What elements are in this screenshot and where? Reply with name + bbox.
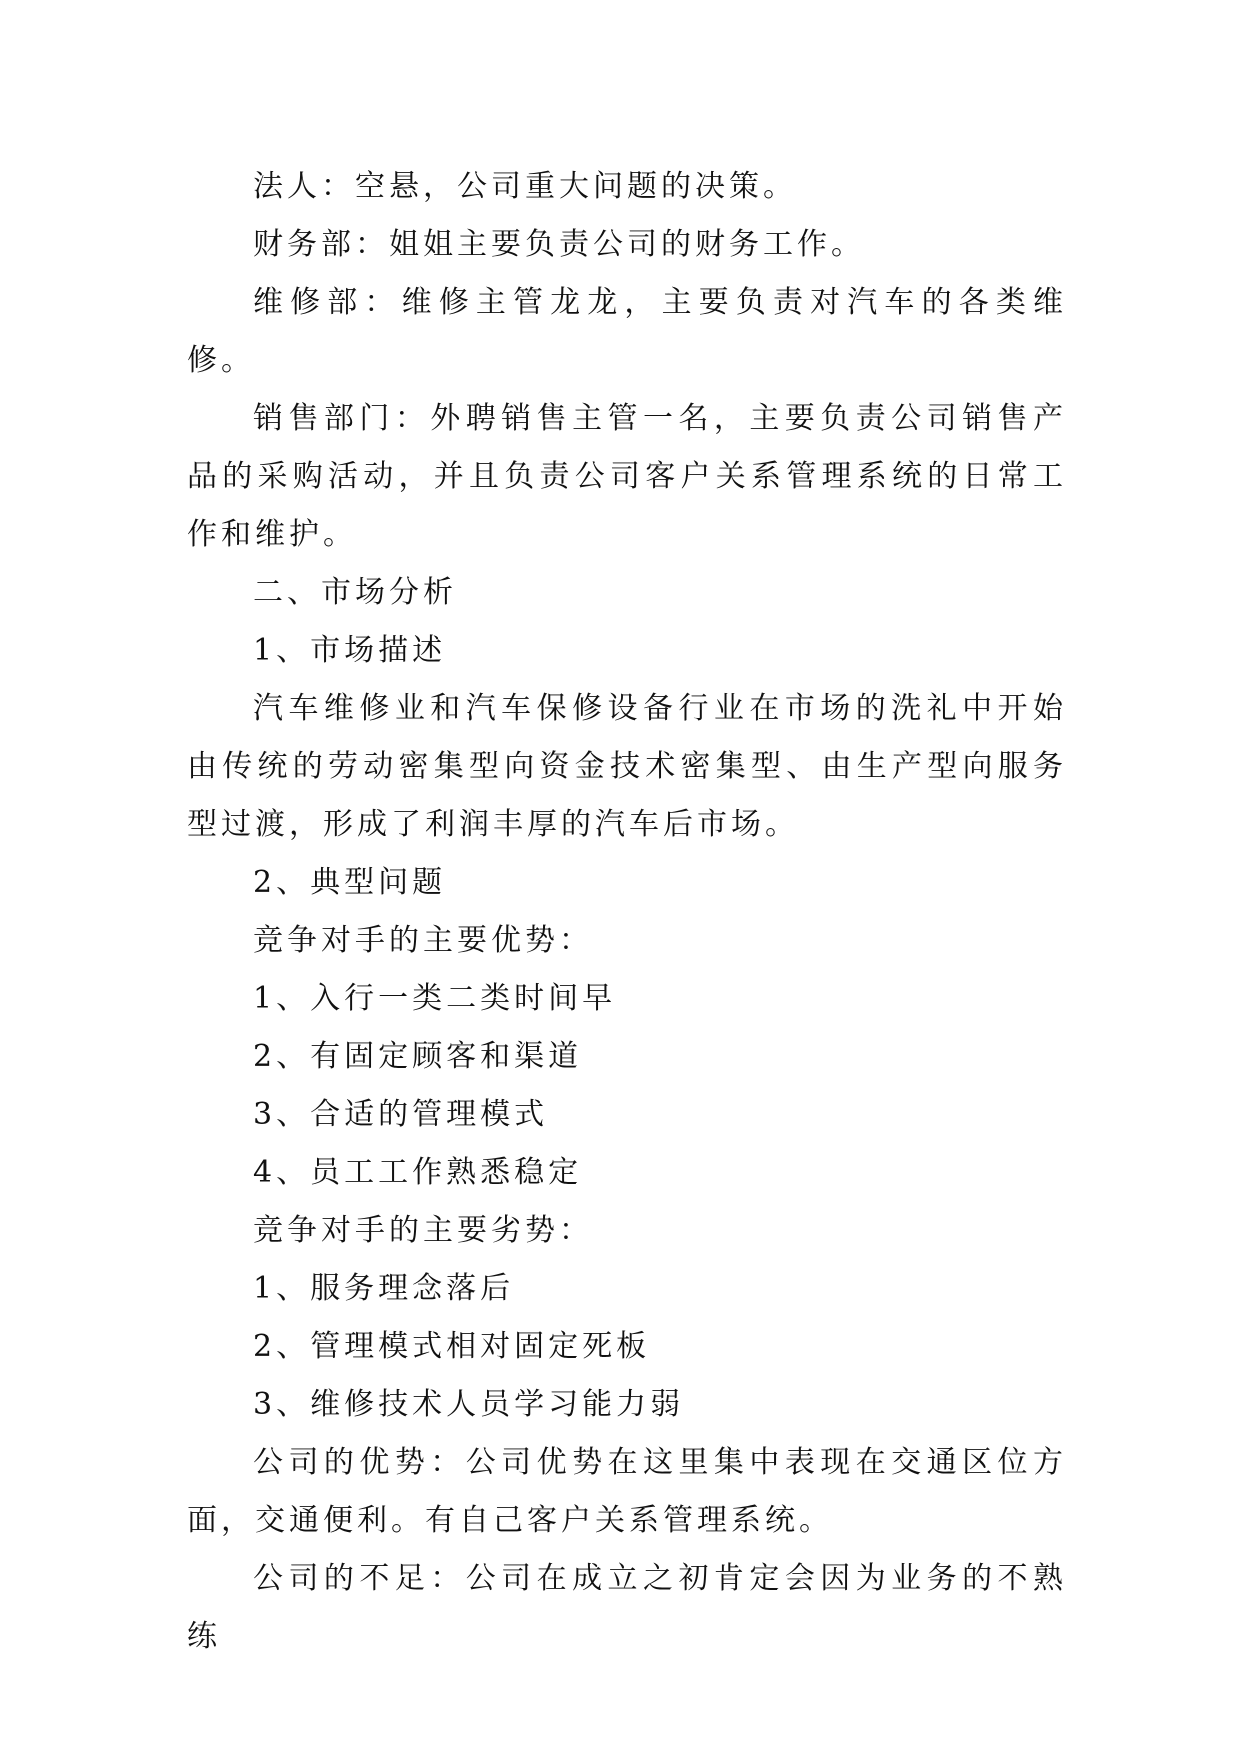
list-item-weakness-1: 1、服务理念落后 [253,1271,515,1306]
paragraph-company-strengths: 公司的优势：公司优势在这里集中表现在交通区位方面，交通便利。有自己客户关系管理系统。 [187,1445,1067,1538]
heading-competitor-strengths: 竞争对手的主要优势： [253,923,593,958]
heading-market-description: 1、市场描述 [253,633,447,668]
paragraph-legal-person: 法人：空悬，公司重大问题的决策。 [253,169,797,204]
paragraph-market-description: 汽车维修业和汽车保修设备行业在市场的洗礼中开始由传统的劳动密集型向资金技术密集型、由生产型向服务型过渡，形成了利润丰厚的汽车后市场。 [187,691,1067,842]
heading-market-analysis: 二、市场分析 [253,575,457,610]
list-item-strength-4: 4、员工工作熟悉稳定 [253,1155,583,1190]
heading-typical-problems: 2、典型问题 [253,865,447,900]
paragraph-repair-dept: 维修部：维修主管龙龙，主要负责对汽车的各类维修。 [187,285,1067,378]
document-body [187,158,1067,1666]
list-item-strength-1: 1、入行一类二类时间早 [253,981,617,1016]
list-item-weakness-2: 2、管理模式相对固定死板 [253,1329,651,1364]
paragraph-company-weaknesses: 公司的不足：公司在成立之初肯定会因为业务的不熟练 [187,1561,1067,1654]
paragraph-finance-dept: 财务部：姐姐主要负责公司的财务工作。 [253,227,865,262]
paragraph-sales-dept: 销售部门：外聘销售主管一名，主要负责公司销售产品的采购活动，并且负责公司客户关系管理系统的日常工作和维护。 [187,401,1067,552]
list-item-strength-3: 3、合适的管理模式 [253,1097,549,1132]
heading-competitor-weaknesses: 竞争对手的主要劣势： [253,1213,593,1248]
list-item-weakness-3: 3、维修技术人员学习能力弱 [253,1387,685,1422]
list-item-strength-2: 2、有固定顾客和渠道 [253,1039,583,1074]
